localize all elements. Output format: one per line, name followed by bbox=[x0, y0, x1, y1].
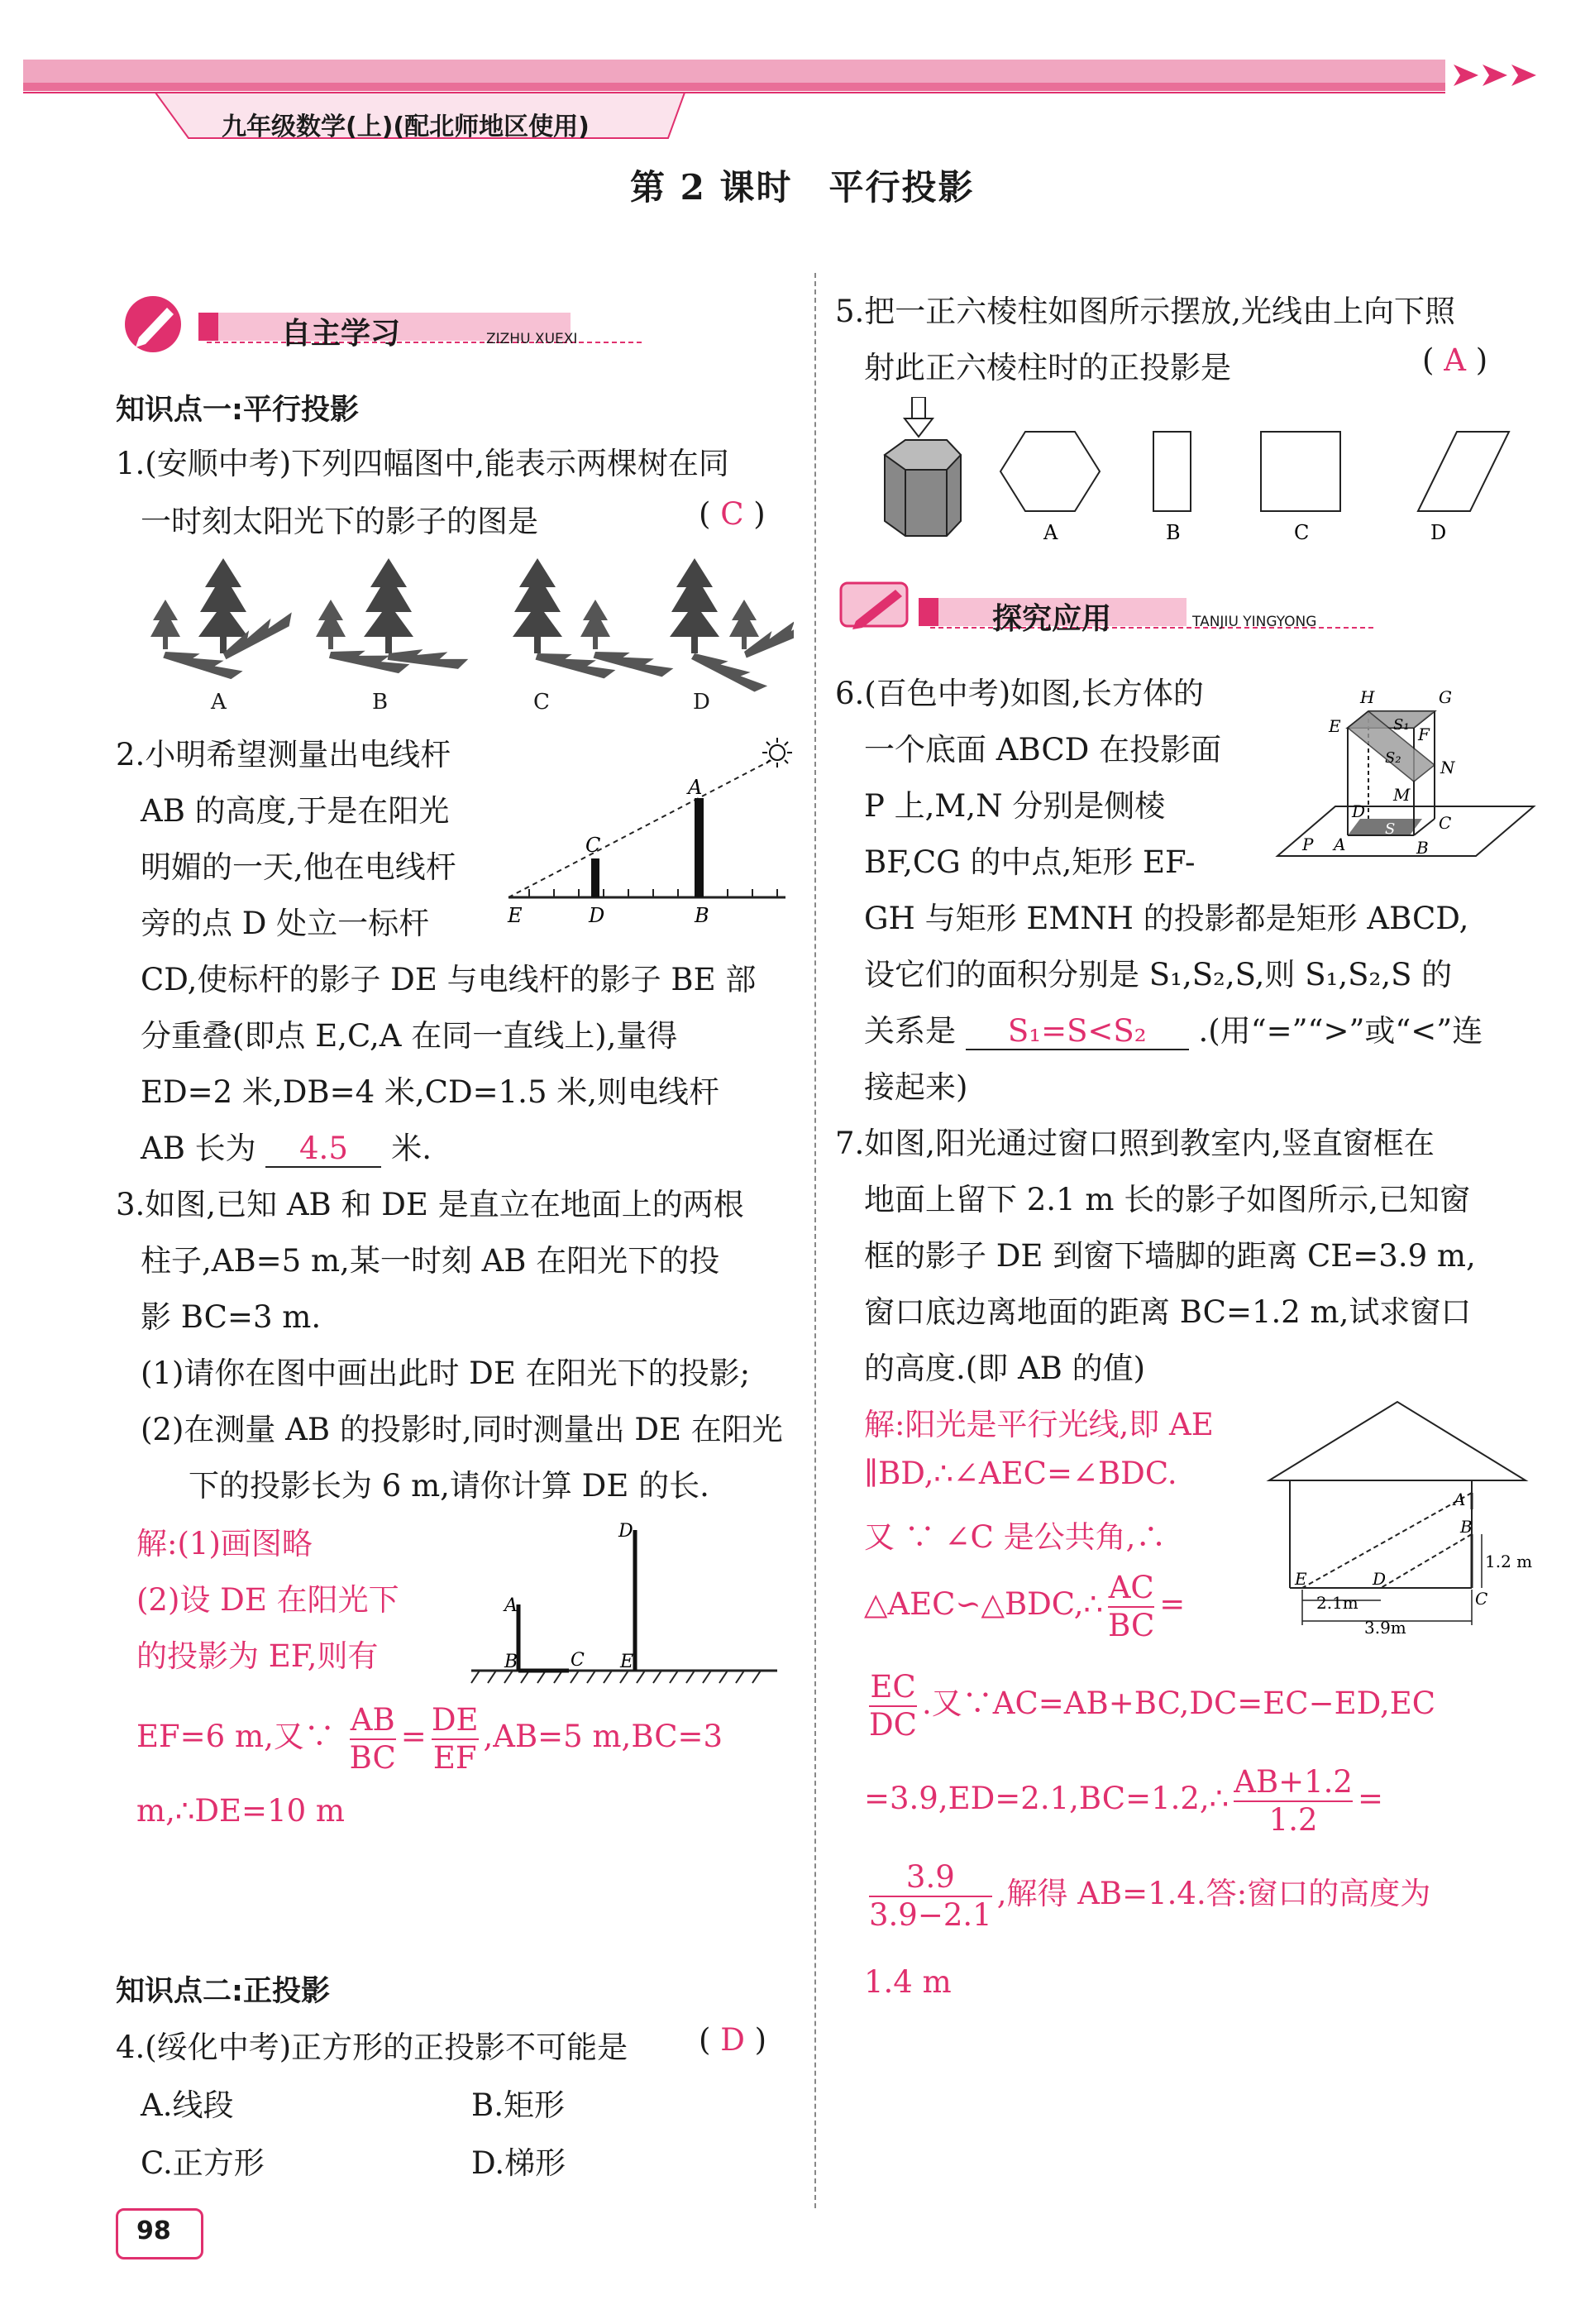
q6-fig-label-p: P bbox=[1302, 834, 1314, 854]
q7-f4-num: 3.9 bbox=[869, 1859, 992, 1897]
q3-line6: 下的投影长为 6 m,请你计算 DE 的长. bbox=[189, 1468, 709, 1504]
q6-fig-label-g: G bbox=[1439, 687, 1452, 707]
q1-option-b-label: B bbox=[372, 690, 389, 715]
q1-line1: 1.(安顺中考)下列四幅图中,能表示两棵树在同 bbox=[116, 446, 729, 481]
q1-option-c-image bbox=[513, 558, 675, 684]
q7-line3: 框的影子 DE 到窗下墙脚的距离 CE=3.9 m, bbox=[864, 1238, 1476, 1274]
q7-figure bbox=[1265, 1398, 1538, 1638]
q3-f2-den: EF bbox=[432, 1739, 477, 1776]
q3-s4b: ,AB=5 m,BC=3 bbox=[483, 1719, 723, 1754]
q6-fig-label-n: N bbox=[1440, 758, 1455, 777]
q2-figure bbox=[496, 736, 794, 926]
q6-fig-label-m: M bbox=[1393, 785, 1411, 805]
q3-f2-num: DE bbox=[432, 1702, 479, 1740]
q7-solution-8: 1.4 m bbox=[864, 1964, 952, 2000]
q3-figure bbox=[463, 1513, 794, 1695]
q5-option-d-label: D bbox=[1430, 521, 1447, 544]
q7-line2: 地面上留下 2.1 m 长的影子如图所示,已知窗 bbox=[864, 1182, 1470, 1217]
q6-line7 bbox=[864, 1006, 1483, 1050]
q4-answer-value: D bbox=[720, 2022, 745, 2058]
knowledge-point-2: 知识点二:正投影 bbox=[116, 1975, 330, 2008]
q7-fig-label-e: E bbox=[1295, 1569, 1307, 1589]
section-label-self-study: 自主学习 bbox=[281, 317, 401, 351]
q7-line4: 窗口底边离地面的距离 BC=1.2 m,试求窗口 bbox=[864, 1294, 1472, 1330]
q7-f2-den: DC bbox=[869, 1706, 917, 1743]
q5-option-b-label: B bbox=[1166, 521, 1181, 544]
page-number: 98 bbox=[136, 2216, 171, 2245]
q6-figure bbox=[1269, 670, 1559, 868]
q2-fig-label-c: C bbox=[585, 834, 601, 857]
q6-fig-label-s1: S₁ bbox=[1393, 716, 1410, 734]
q2-answer: 4.5 bbox=[265, 1131, 381, 1168]
q7-fig-label-c: C bbox=[1475, 1589, 1488, 1609]
q6-fig-label-b: B bbox=[1416, 838, 1429, 858]
q1-option-d-label: D bbox=[693, 690, 710, 715]
q1-option-b-image bbox=[316, 558, 469, 679]
q1-answer-value: C bbox=[720, 496, 744, 532]
q7-f4-den: 3.9−2.1 bbox=[869, 1896, 992, 1933]
q3-solution-4: EF=6 m,又∵ $\frac{AB}{BC}$ = $\frac{DE}{EF}$ ,AB=5 m,BC=3 bbox=[136, 1701, 723, 1776]
q1-option-a-label: A bbox=[211, 690, 227, 715]
q6-line5: GH 与矩形 EMNH 的投影都是矩形 ABCD, bbox=[864, 901, 1469, 936]
book-title: 九年级数学(上)(配北师地区使用) bbox=[222, 112, 590, 141]
q7-s5a: = bbox=[1159, 1586, 1186, 1622]
q7-solution-1: 解:阳光是平行光线,即 AE bbox=[864, 1407, 1214, 1442]
q7-solution-2: ∥BD,∴∠AEC=∠BDC. bbox=[864, 1456, 1177, 1491]
q7-f1-den: BC bbox=[1108, 1607, 1155, 1643]
section-pinyin-self-study: ZIZHU XUEXI bbox=[486, 331, 578, 347]
lesson-title: 第 2 课时 平行投影 bbox=[630, 167, 975, 208]
q1-option-c-label: C bbox=[533, 690, 550, 715]
q7-fig-label-a: A bbox=[1454, 1490, 1466, 1509]
q7-solution-7 bbox=[864, 1853, 1430, 1935]
q5-figure bbox=[868, 397, 1546, 546]
q7-solution-5 bbox=[864, 1662, 1435, 1745]
q2-line3: 明媚的一天,他在电线杆 bbox=[141, 849, 456, 885]
q3-solution-2: (2)设 DE 在阳光下 bbox=[136, 1582, 399, 1618]
q2-fig-label-d: D bbox=[589, 904, 605, 926]
q3-f1-den: BC bbox=[349, 1739, 396, 1776]
q7-s6b: = bbox=[1357, 1781, 1383, 1816]
q7-fig-label-b: B bbox=[1460, 1517, 1473, 1537]
q7-solution-6 bbox=[864, 1757, 1383, 1840]
q7-fraction-ac-bc bbox=[1108, 1570, 1154, 1644]
q6-fig-label-s: S bbox=[1385, 820, 1396, 838]
knowledge-point-1: 知识点一:平行投影 bbox=[116, 394, 359, 427]
q1-line2: 一时刻太阳光下的影子的图是 bbox=[141, 504, 538, 539]
q2-line2: AB 的高度,于是在阳光 bbox=[141, 793, 450, 829]
q2-line8b: 米. bbox=[391, 1131, 432, 1166]
q6-fig-label-a: A bbox=[1334, 834, 1346, 854]
q7-fig-label-39m: 3.9m bbox=[1364, 1618, 1406, 1638]
q5-answer-value: A bbox=[1444, 342, 1466, 378]
q7-fraction-ec-dc bbox=[869, 1669, 917, 1743]
q7-line5: 的高度.(即 AB 的值) bbox=[864, 1351, 1146, 1386]
pen-icon bbox=[831, 575, 1393, 641]
q6-answer: S₁=S<S₂ bbox=[966, 1013, 1189, 1050]
q3-fig-label-c: C bbox=[571, 1650, 585, 1671]
q6-line4: BF,CG 的中点,矩形 EF- bbox=[864, 844, 1196, 880]
section-pinyin-explore: TANJIU YINGYONG bbox=[1192, 614, 1317, 630]
q3-line5: (2)在测量 AB 的投影时,同时测量出 DE 在阳光 bbox=[141, 1412, 783, 1447]
section-label-explore: 探究应用 bbox=[992, 602, 1112, 636]
down-arrow-icon bbox=[905, 397, 933, 437]
q7-s6a: =3.9,ED=2.1,BC=1.2,∴ bbox=[864, 1781, 1230, 1816]
q7-s4: △AEC∽△BDC,∴ bbox=[864, 1586, 1104, 1622]
q4-answer: ( D ) bbox=[699, 2022, 767, 2058]
q6-line3: P 上,M,N 分别是侧棱 bbox=[864, 788, 1166, 824]
q3-line1: 3.如图,已知 AB 和 DE 是直立在地面上的两根 bbox=[116, 1187, 744, 1222]
q6-fig-label-s2: S₂ bbox=[1385, 749, 1401, 767]
q4-option-d: D.梯形 bbox=[471, 2145, 566, 2181]
q7-f2-num: EC bbox=[869, 1669, 917, 1707]
q2-line1: 2.小明希望测量出电线杆 bbox=[116, 737, 451, 772]
q1-answer: ( C ) bbox=[699, 496, 766, 532]
q7-fig-label-21m: 2.1m bbox=[1316, 1593, 1358, 1613]
q7-line1: 7.如图,阳光通过窗口照到教室内,竖直窗框在 bbox=[835, 1126, 1435, 1161]
q7-f1-num: AC bbox=[1108, 1570, 1154, 1608]
q3-line3: 影 BC=3 m. bbox=[141, 1299, 322, 1335]
q7-s7: ,解得 AB=1.4.答:窗口的高度为 bbox=[996, 1876, 1431, 1911]
q4-option-a: A.线段 bbox=[141, 2087, 234, 2123]
q3-fig-label-d: D bbox=[618, 1521, 633, 1542]
q2-line8a: AB 长为 bbox=[141, 1131, 256, 1166]
q5-answer: ( A ) bbox=[1422, 342, 1488, 378]
q6-line6: 设它们的面积分别是 S₁,S₂,S,则 S₁,S₂,S 的 bbox=[864, 957, 1453, 992]
q1-option-a-image bbox=[150, 558, 298, 685]
q3-fraction-de-ef bbox=[432, 1702, 479, 1776]
q2-fig-label-e: E bbox=[508, 904, 523, 926]
q3-line2: 柱子,AB=5 m,某一时刻 AB 在阳光下的投 bbox=[141, 1243, 720, 1279]
q6-line7a: 关系是 bbox=[864, 1013, 956, 1049]
q6-fig-label-d: D bbox=[1352, 801, 1366, 821]
q7-solution-4 bbox=[864, 1563, 1185, 1646]
q2-line7: ED=2 米,DB=4 米,CD=1.5 米,则电线杆 bbox=[141, 1074, 720, 1110]
column-divider bbox=[814, 273, 818, 2208]
q6-fig-label-f: F bbox=[1418, 724, 1430, 744]
q3-s4a: EF=6 m,又∵ bbox=[136, 1719, 335, 1754]
q3-fraction-ab-bc bbox=[350, 1702, 396, 1776]
q4-option-c: C.正方形 bbox=[141, 2145, 265, 2181]
q5-option-c-label: C bbox=[1294, 521, 1310, 544]
q6-fig-label-c: C bbox=[1439, 813, 1452, 833]
q5-line2: 射此正六棱柱时的正投影是 bbox=[864, 350, 1231, 385]
q2-line6: 分重叠(即点 E,C,A 在同一直线上),量得 bbox=[141, 1018, 678, 1054]
q6-fig-label-h: H bbox=[1360, 687, 1375, 707]
q3-solution-1: 解:(1)画图略 bbox=[136, 1526, 313, 1561]
q7-f3-den: 1.2 bbox=[1268, 1801, 1318, 1838]
q7-fig-label-d: D bbox=[1373, 1569, 1387, 1589]
q6-line2: 一个底面 ABCD 在投影面 bbox=[864, 732, 1222, 767]
q5-option-a-label: A bbox=[1043, 521, 1058, 544]
q4-option-b: B.矩形 bbox=[471, 2087, 565, 2123]
q7-s5b: .又∵AC=AB+BC,DC=EC−ED,EC bbox=[921, 1686, 1436, 1721]
q3-solution-5: m,∴DE=10 m bbox=[136, 1793, 345, 1829]
sun-icon bbox=[762, 738, 792, 767]
q6-line7b: .(用“=”“>”或“<”连 bbox=[1198, 1013, 1483, 1049]
q1-option-d-image bbox=[670, 558, 794, 699]
q7-fraction-39 bbox=[869, 1859, 992, 1934]
q6-line1: 6.(百色中考)如图,长方体的 bbox=[835, 676, 1204, 711]
q2-fig-label-b: B bbox=[695, 904, 709, 926]
q3-fig-label-b: B bbox=[504, 1652, 518, 1672]
q5-line1: 5.把一正六棱柱如图所示摆放,光线由上向下照 bbox=[835, 294, 1456, 329]
q2-line4: 旁的点 D 处立一标杆 bbox=[141, 906, 430, 941]
section-banner-explore bbox=[831, 575, 1393, 641]
q4-line1: 4.(绥化中考)正方形的正投影不可能是 bbox=[116, 2030, 628, 2065]
q7-fig-label-12m: 1.2 m bbox=[1485, 1552, 1533, 1571]
q7-fraction-ab-plus bbox=[1234, 1764, 1353, 1839]
q2-line5: CD,使标杆的影子 DE 与电线杆的影子 BE 部 bbox=[141, 962, 757, 997]
q6-fig-label-e: E bbox=[1329, 716, 1341, 736]
q3-line4: (1)请你在图中画出此时 DE 在阳光下的投影; bbox=[141, 1356, 751, 1391]
q2-fig-label-a: A bbox=[688, 776, 703, 799]
q7-f3-num: AB+1.2 bbox=[1234, 1764, 1353, 1802]
q7-solution-3: 又 ∵ ∠C 是公共角,∴ bbox=[864, 1519, 1167, 1555]
q3-fig-label-e: E bbox=[620, 1652, 634, 1672]
q2-line8 bbox=[141, 1123, 432, 1168]
q3-solution-3: 的投影为 EF,则有 bbox=[136, 1638, 379, 1674]
q3-f1-num: AB bbox=[350, 1702, 396, 1740]
q3-fig-label-a: A bbox=[504, 1595, 518, 1616]
q6-line8: 接起来) bbox=[864, 1069, 968, 1105]
